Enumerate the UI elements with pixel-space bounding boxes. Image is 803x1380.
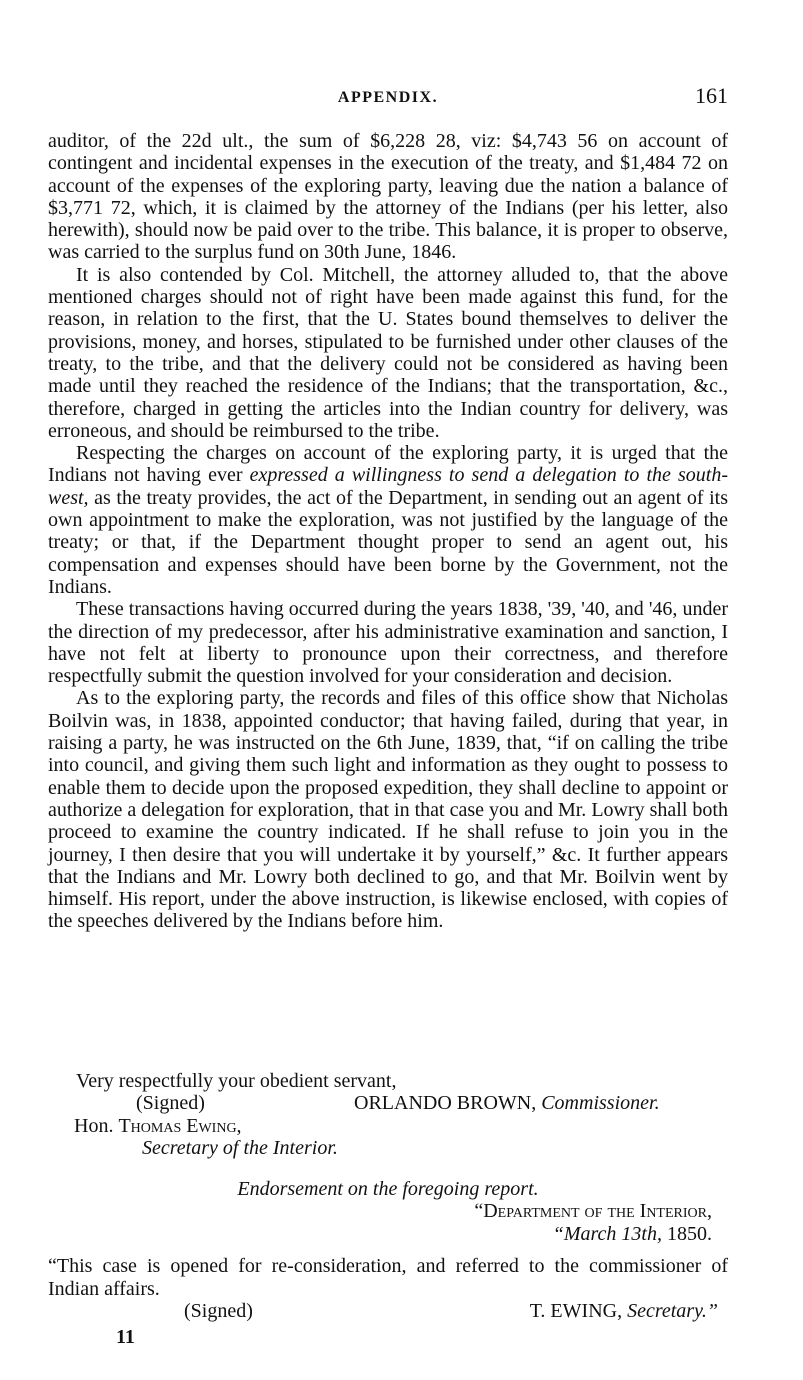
endorsement-date-month: “March 13th,: [552, 1222, 662, 1245]
endorsement-date: [48, 1223, 728, 1245]
signer-name: ORLANDO BROWN,: [354, 1092, 537, 1115]
report-body: [48, 130, 728, 933]
page-header: [48, 83, 728, 113]
endorsement-signer-title: Secretary.”: [627, 1300, 718, 1323]
letter-closing: [48, 1070, 728, 1160]
addressee-line: [48, 1115, 728, 1137]
valediction: Very respectfully your obedient servant,: [76, 1070, 397, 1092]
endorsement-section: [48, 1178, 728, 1324]
page-number: 161: [695, 83, 728, 108]
endorsement-signer: T. EWING,: [529, 1300, 623, 1323]
running-head: APPENDIX.: [337, 89, 439, 106]
paragraph-auditor: auditor, of the 22d ult., the sum of $6,228 28, viz: $4,743 56 on account of contingent and incidental expenses in the execution of the treaty, and $1,484 72 on account of the expenses of the exploring party, leaving due the nation a balance of $3,771 72, which, it is claimed by the attorney of the Indians (per his letter, also herewith), should now be paid over to the tribe. This balance, it is proper to observe, was carried to the surplus fund on 30th June, 1846.: [48, 130, 728, 264]
addressee-prefix: Hon.: [74, 1114, 114, 1137]
endorsement-department: “Department of the Interior,: [474, 1200, 712, 1223]
paragraph-exploring-party: As to the exploring party, the records and files of this office show that Nicholas Boilvin was, in 1838, appointed conductor; that having failed, during that year, in raising a party, he was instructed on the 6th June, 1839, that, “if on calling the tribe into council, and giving them such light and information as they ought to possess to enable them to decide upon the proposed expedition, they shall decline to appoint or authorize a delegation for exploration, that in that case you and Mr. Lowry shall both proceed to examine the country indicated. If he shall refuse to join you in the journey, I then desire that you will undertake it by yourself,” &c. It further appears that the Indians and Mr. Lowry both declined to go, and that Mr. Boilvin went by himself. His report, under the above instruction, is likewise enclosed, with copies of the speeches delivered by the Indians before him.: [48, 687, 728, 933]
signed-label: (Signed): [136, 1092, 205, 1115]
treaty-quote-italic: expressed a willingness to send a delegation to the south-west,: [48, 464, 728, 509]
endorsement-quote: “This case is opened for re-consideration, and referred to the commissioner of Indian affairs.: [48, 1255, 728, 1300]
signer-block: [354, 1092, 660, 1114]
paragraph-transactions: These transactions having occurred during the years 1838, '39, '40, and '46, under the direction of my predecessor, after his administrative examination and sanction, I have not felt at liberty to pronounce upon their correctness, and therefore respectfully submit the question involved for your consideration and decision.: [48, 598, 728, 688]
signature-line: [48, 1092, 728, 1114]
endorsement-signed-label: (Signed): [184, 1300, 253, 1323]
sheet-number: 11: [116, 1326, 135, 1348]
paragraph-exploring-charges: [48, 442, 728, 598]
endorsement-signer-block: [530, 1300, 718, 1322]
addressee-title: Secretary of the Interior.: [142, 1137, 338, 1160]
signer-title: Commissioner.: [541, 1092, 660, 1115]
addressee-name: Thomas Ewing,: [118, 1114, 242, 1137]
endorsement-date-year: 1850.: [667, 1222, 712, 1245]
paragraph-mitchell: It is also contended by Col. Mitchell, the attorney alluded to, that the above mentioned charges should not of right have been made against this fund, for the reason, in relation to the first, that the U. States bound themselves to deliver the provisions, money, and horses, stipulated to be furnished under other clauses of the treaty, to the tribe, and that the delivery could not be considered as having been made until they reached the residence of the Indians; that the transportation, &c., therefore, charged in getting the articles into the Indian country for delivery, was erroneous, and should be reimbursed to the tribe.: [48, 263, 728, 442]
endorsement-title: Endorsement on the foregoing report.: [237, 1178, 539, 1200]
endorsement-signature-line: [48, 1300, 728, 1324]
paragraph-exploring-charges-end: as the treaty provides, the act of the Department, in sending out an agent of its own appointment to make the exploration, was not justified by the language of the treaty; or that, if the Department thought proper to send an agent out, his compensation and expenses should have been borne by the Government, not the Indians.: [48, 486, 728, 598]
paragraph-exploring-charges-start: Respecting the charges on account of the exploring party, it is urged that the Indians not having ever: [48, 442, 728, 487]
